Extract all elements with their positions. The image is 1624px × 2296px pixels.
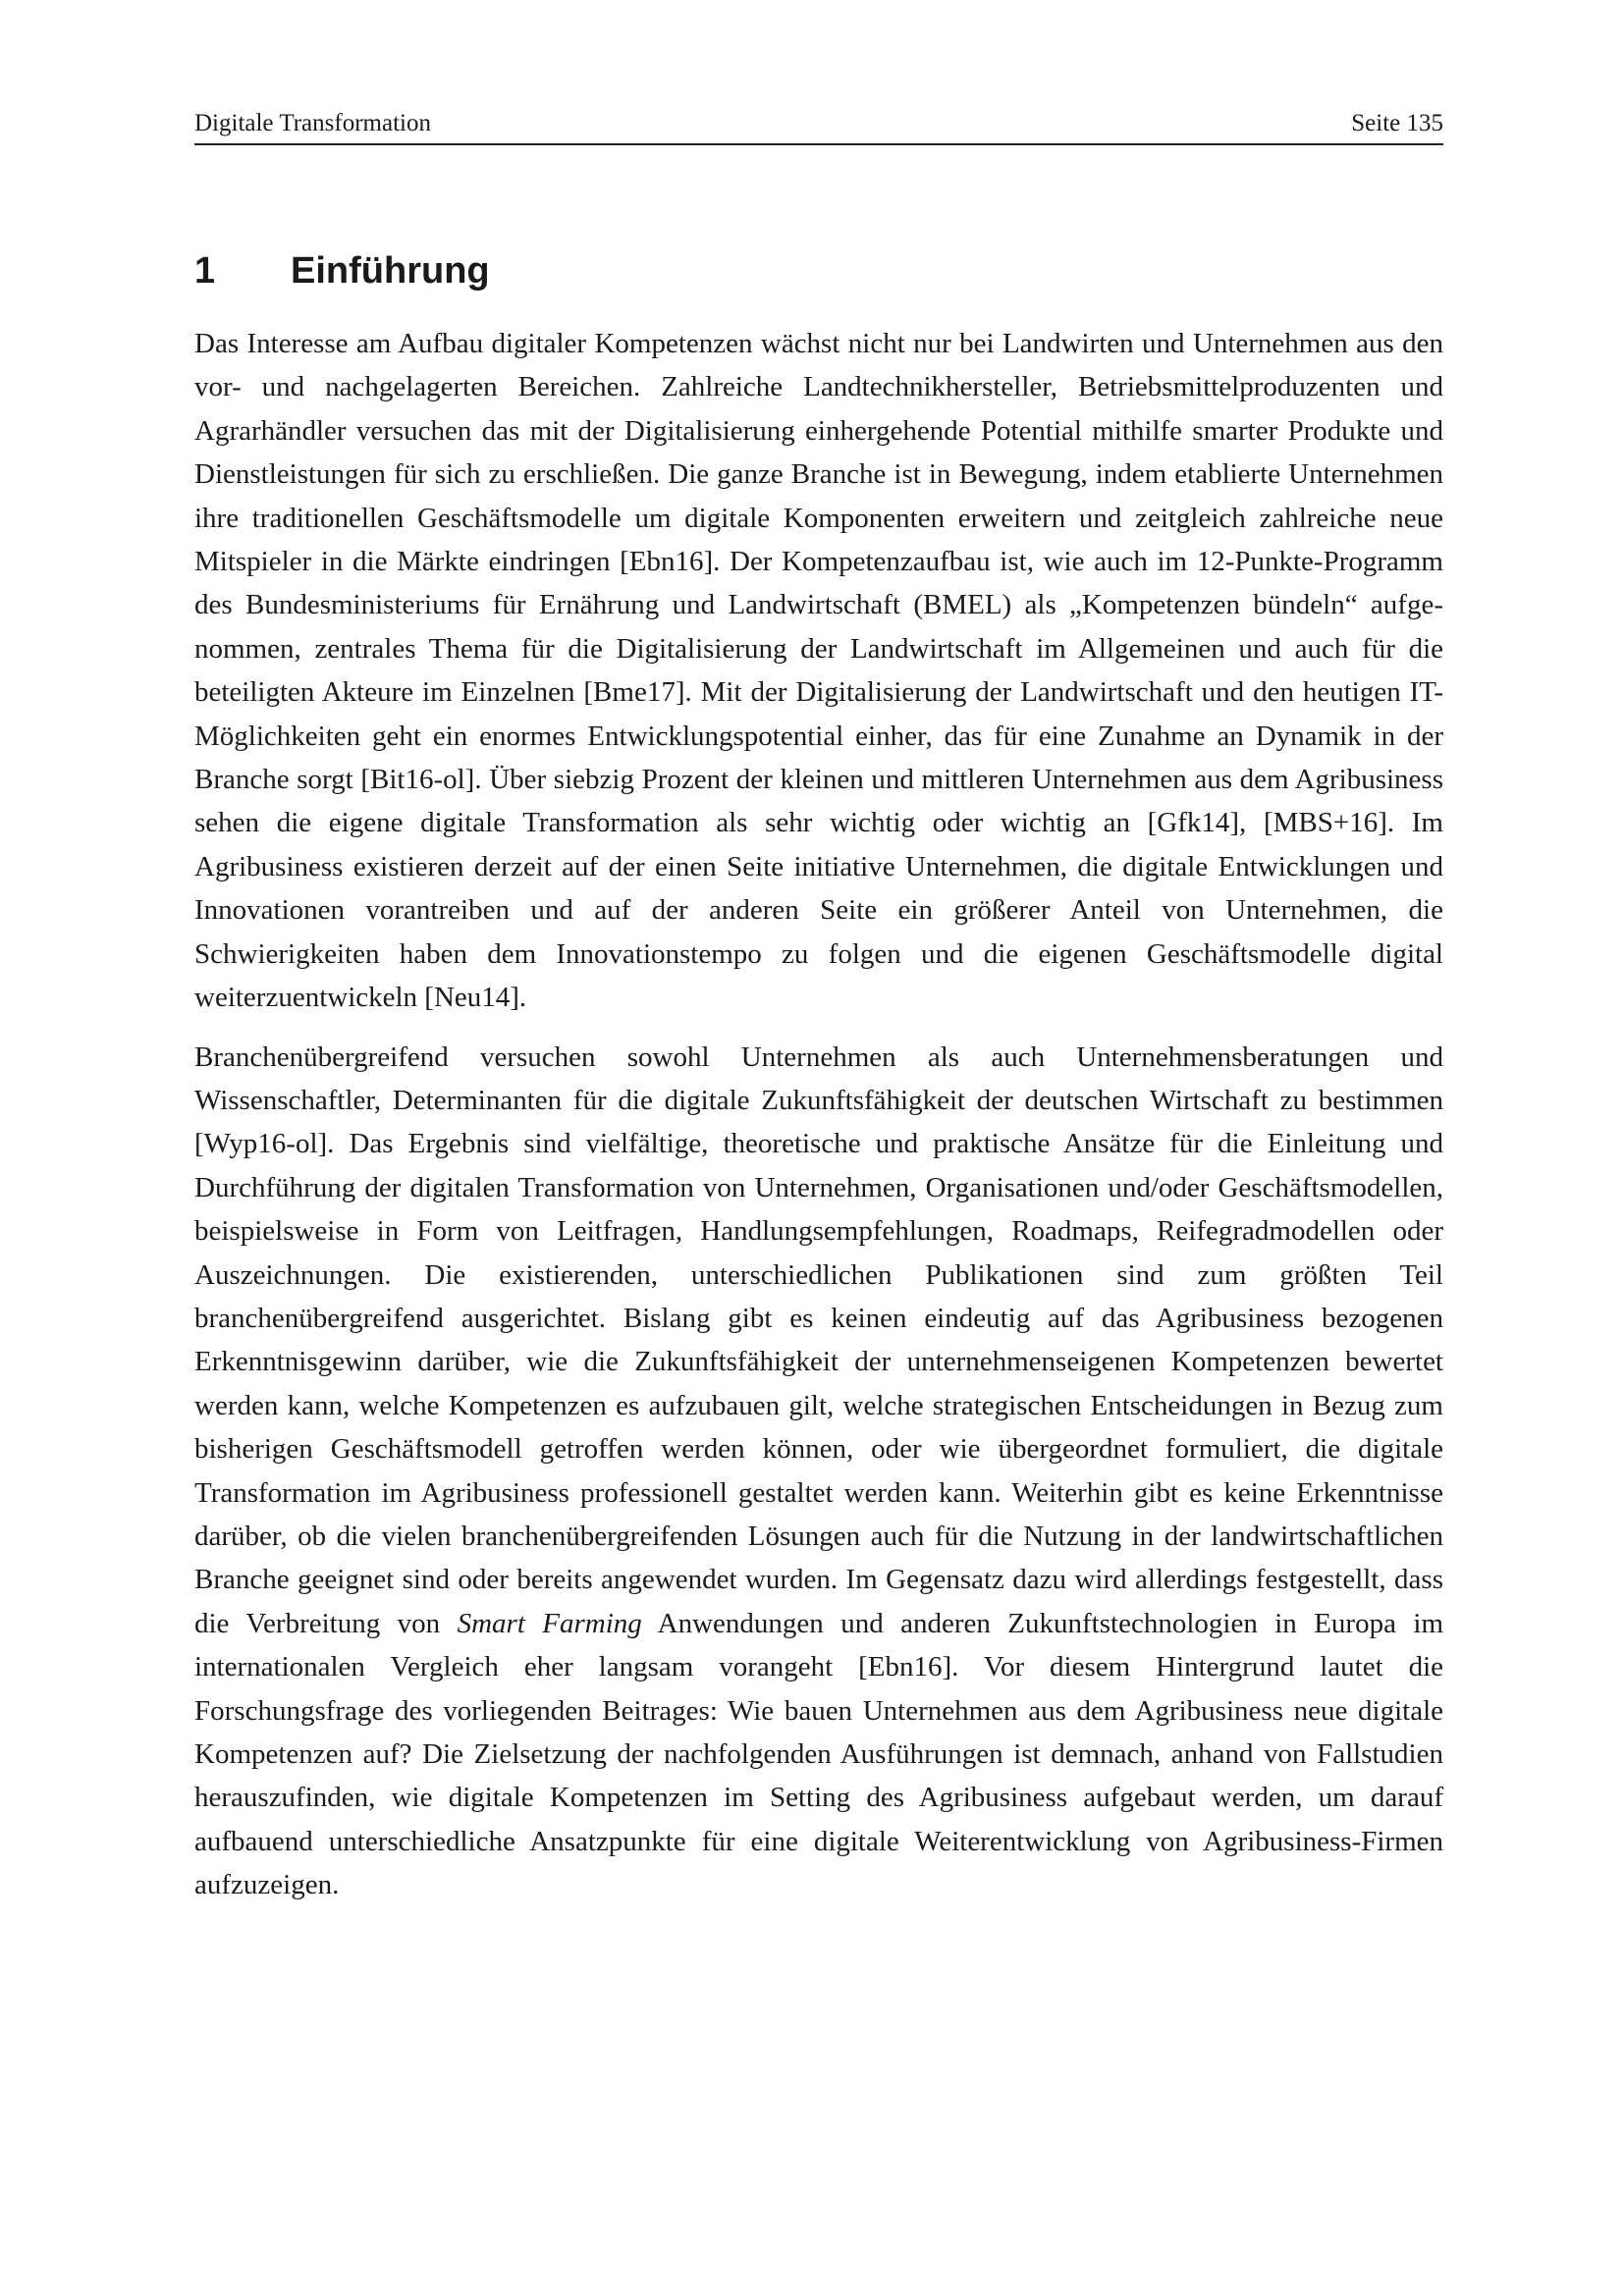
section-number: 1: [194, 250, 216, 292]
section-title: Einführung: [291, 250, 490, 292]
body-text: [194, 322, 1443, 1923]
paragraph-1-text: Das Interesse am Aufbau digitaler Kompetenzen wächst nicht nur bei Landwirten und Unternehmen aus den vor- und nachgelagerten Bereichen. Zahlreiche Landtechnikhersteller, Betriebsmittelproduzenten und Agrarhändler versuchen das mit der Digitalisierung einhergehende Potential mithilfe smarter Produkte und Dienstleistungen für sich zu erschließen. Die ganze Branche ist in Bewegung, indem etablierte Unternehmen ihre traditionellen Geschäftsmodelle um digitale Komponenten erweitern und zeitgleich zahlreiche neue Mitspieler in die Märkte eindringen [Ebn16]. Der Kompetenzaufbau ist, wie auch im 12-Punkte-Programm des Bundesministeriums für Ernährung und Landwirtschaft (BMEL) als „Kompetenzen bündeln“ aufgenommen, zentrales Thema für die Digitalisierung der Landwirtschaft im Allgemeinen und auch für die beteiligten Akteure im Einzelnen [Bme17]. Mit der Digitalisierung der Landwirtschaft und den heutigen IT-Möglichkeiten geht ein enormes Entwicklungspotential einher, das für eine Zunahme an Dynamik in der Branche sorgt [Bit16-ol]. Über siebzig Prozent der kleinen und mittleren Unternehmen aus dem Agribusiness sehen die eigene digitale Transformation als sehr wichtig oder wichtig an [Gfk14], [MBS+16]. Im Agribusiness existieren derzeit auf der einen Seite initiative Unternehmen, die digitale Entwicklungen und Innovationen vorantreiben und auf der anderen Seite ein größerer Anteil von Unternehmen, die Schwierigkeiten haben dem Innovationstempo zu folgen und die eigenen Geschäftsmodelle digital weiterzuentwickeln [Neu14].: [194, 328, 1443, 1014]
page-number: Seite 135: [1351, 110, 1443, 136]
running-header-title: Digitale Transformation: [194, 110, 431, 136]
section-heading: [194, 247, 490, 294]
paragraph-2-text-part-1: Branchenübergreifend versuchen sowohl Unternehmen als auch Unternehmensberatungen und Wissenschaftler, Determinanten für die digitale Zukunftsfähigkeit der deutschen Wirtschaft zu bestimmen [Wyp16-ol]. Das Ergebnis sind vielfältige, theoretische und praktische Ansätze für die Einleitung und Durchführung der digitalen Transformation von Unternehmen, Organisationen und/oder Geschäftsmodellen, beispielsweise in Form von Leitfragen, Handlungsempfehlungen, Roadmaps, Reifegradmodellen oder Auszeichnungen. Die existierenden, unterschiedlichen Publikationen sind zum größten Teil branchenübergreifend ausgerichtet. Bislang gibt es keinen eindeutig auf das Agribusiness bezogenen Erkenntnisgewinn darüber, wie die Zukunftsfähigkeit der unternehmenseigenen Kompetenzen bewertet werden kann, welche Kompetenzen es aufzubauen gilt, welche strategischen Entscheidungen in Bezug zum bisherigen Geschäftsmodell getroffen werden können, oder wie übergeordnet formuliert, die digitale Transformation im Agribusiness professionell gestaltet werden kann. Weiterhin gibt es keine Erkenntnisse darüber, ob die vielen branchenübergreifenden Lösungen auch für die Nutzung in der landwirtschaftlichen Branche geeignet sind oder bereits angewendet wurden. Im Gegensatz dazu wird allerdings festgestellt, dass die Verbreitung von: [194, 1041, 1443, 1639]
paragraph-1: [194, 322, 1443, 1020]
running-header: [194, 106, 1443, 145]
paragraph-2: [194, 1036, 1443, 1907]
italic-term: Smart Farming: [457, 1607, 642, 1639]
paragraph-2-text-part-2: Anwendungen und anderen Zukunftstechnologien in Europa im internationalen Vergleich eher langsam vorangeht [Ebn16]. Vor diesem Hintergrund lautet die Forschungsfrage des vorliegenden Beitrages: Wie bauen Unternehmen aus dem Agribusiness neue digitale Kompetenzen auf? Die Zielsetzung der nachfolgenden Ausführungen ist demnach, anhand von Fallstudien herauszufinden, wie digitale Kompetenzen im Setting des Agribusiness aufgebaut werden, um darauf aufbauend unterschiedliche Ansatzpunkte für eine digitale Weiterentwicklung von Agribusiness-Firmen aufzuzeigen.: [194, 1607, 1444, 1901]
